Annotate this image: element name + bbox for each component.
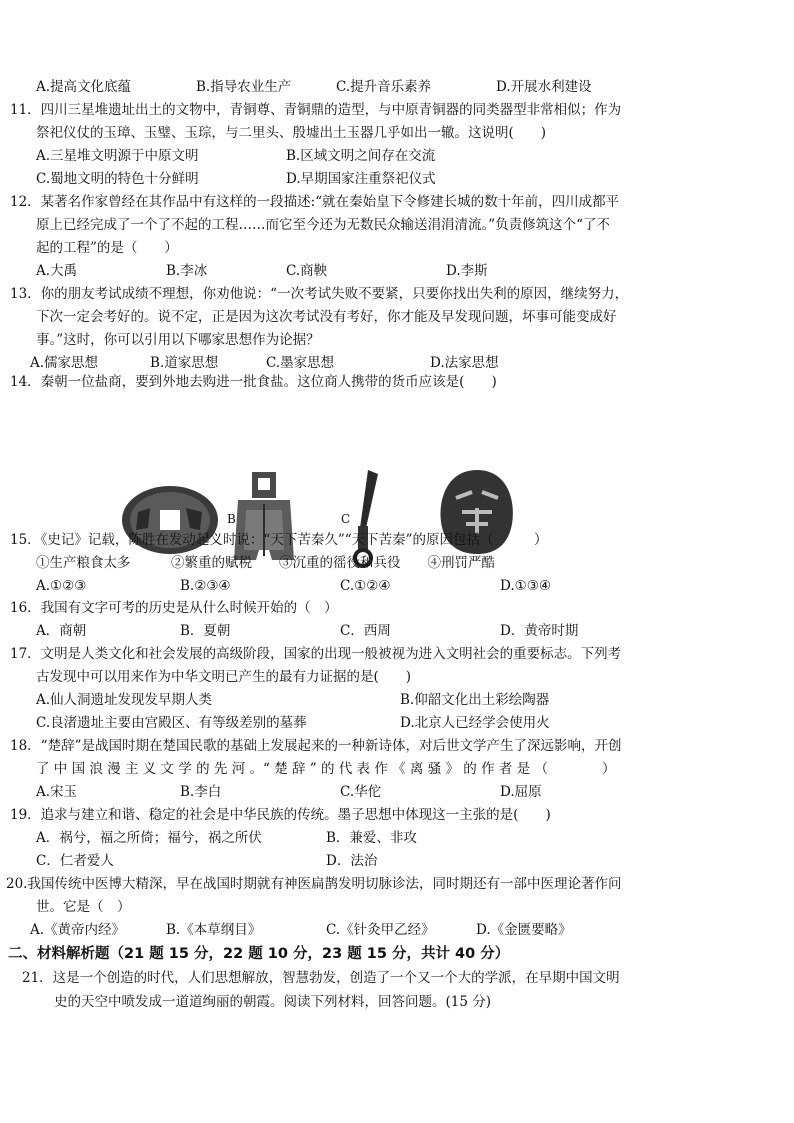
q16-option-d: D．黄帝时期 <box>500 623 579 639</box>
q15-line-1: 15．《史记》记载，陈胜在发动起义时说：“天下苦秦久”“天下苦秦”的原因包括（ ） <box>10 532 548 548</box>
q16-line-1: 16．我国有文字可考的历史是从什么时候开始的（ ） <box>10 600 338 616</box>
q15-option-d: D.①③④ <box>500 578 551 594</box>
q13-line-3: 事。”这时，你可以引用以下哪家思想作为论据？ <box>36 332 320 348</box>
q13-option-a: A.儒家思想 <box>30 355 99 371</box>
q19-option-c: C．仁者爱人 <box>36 853 114 869</box>
q15-option-a: A.①②③ <box>36 578 87 594</box>
q17-option-c: C.良渚遗址主要由宫殿区、有等级差别的墓葬 <box>36 715 307 731</box>
q16-option-a: A．商朝 <box>36 623 87 639</box>
q20-option-a: A.《黄帝内经》 <box>30 922 126 938</box>
q11-line-2: 祭祀仪仗的玉璋、玉璧、玉琮，与二里头、殷墟出土玉器几乎如出一辙。这说明( ) <box>36 125 547 141</box>
q12-option-b: B.李冰 <box>166 263 208 279</box>
q20-line-2: 世。它是（ ） <box>36 899 131 915</box>
q12-line-1: 12．某著名作家曾经在其作品中有这样的一段描述:“就在秦始皇下令修建长城的数十年前，四川成都平 <box>10 194 620 210</box>
q17-option-a: A.仙人洞遗址发现发早期人类 <box>36 692 213 708</box>
q15-option-c: C.①②④ <box>340 578 391 594</box>
q12-option-a: A.大禹 <box>36 263 78 279</box>
section-2-heading: 二、材料解析题（21 题 15 分，22 题 10 分，23 题 15 分，共计 40 分） <box>8 946 510 962</box>
q11-option-a: A.三星堆文明源于中原文明 <box>36 148 199 164</box>
q19-line-1: 19．追求与建立和谐、稳定的社会是中华民族的传统。墨子思想中体现这一主张的是( ) <box>10 807 551 823</box>
q18-option-d: D.屈原 <box>500 784 542 800</box>
q16-option-c: C．西周 <box>340 623 391 639</box>
q21-line-2: 史的天空中喷发成一道道绚丽的朝霞。阅读下列材料，回答问题。(15 分) <box>54 994 492 1010</box>
q11-option-b: B.区域文明之间存在交流 <box>286 148 436 164</box>
q12-line-3: 起的工程”的是（ ） <box>36 240 178 256</box>
q18-option-c: C.华佗 <box>340 784 382 800</box>
q18-option-b: B.李白 <box>180 784 222 800</box>
q18-line-1: 18．“楚辞”是战国时期在楚国民歌的基础上发展起来的一种新诗体，对后世文学产生了深远影响，开创 <box>10 738 622 754</box>
q20-option-c: C.《针灸甲乙经》 <box>326 922 435 938</box>
spade-coin-image <box>228 470 300 566</box>
q21-line-1: 21．这是一个创造的时代，人们思想解放，智慧勃发，创造了一个又一个大的学派，在早期中国文明 <box>22 970 620 986</box>
q20-option-d: D.《金匮要略》 <box>476 922 572 938</box>
q17-option-b: B.仰韶文化出土彩绘陶器 <box>400 692 550 708</box>
q12-line-2: 原上已经完成了一个了不起的工程……而它至今还为无数民众输送涓涓清流。”负责修筑这个“了不 <box>36 217 611 233</box>
q13-line-2: 下次一定会考好的。说不定，正是因为这次考试没有考好，你才能及早发现问题，坏事可能变成好 <box>36 309 617 325</box>
q14-line-1: 14．秦朝一位盐商，要到外地去购进一批食盐。这位商人携带的货币应该是( ) <box>10 374 497 390</box>
q12-option-c: C.商鞅 <box>286 263 328 279</box>
q19-option-d: D．法治 <box>326 853 378 869</box>
q10-option-d: D.开展水利建设 <box>496 79 592 95</box>
q18-line-2: 了 中 国 浪 漫 主 义 文 学 的 先 河 。“ 楚 辞 ” 的 代 表 作 《 离 骚 》 的 作 者 是 （ ） <box>36 761 616 777</box>
q18-option-a: A.宋玉 <box>36 784 78 800</box>
q17-line-2: 古发现中可以用来作为中华文明已产生的最有力证据的是( ) <box>36 669 412 685</box>
q13-option-c: C.墨家思想 <box>266 355 335 371</box>
q15-line-2: ①生产粮食太多 ②繁重的赋税 ③沉重的徭役和兵役 ④刑罚严酷 <box>36 555 495 571</box>
q13-option-d: D.法家思想 <box>430 355 499 371</box>
q19-option-b: B．兼爱、非攻 <box>326 830 417 846</box>
q10-option-a: A.提高文化底蕴 <box>36 79 132 95</box>
q13-option-b: B.道家思想 <box>150 355 219 371</box>
q11-option-d: D.早期国家注重祭祀仪式 <box>286 171 436 187</box>
q12-option-d: D.李斯 <box>446 263 488 279</box>
q19-option-a: A．祸兮，福之所倚；福兮，祸之所伏 <box>36 830 262 846</box>
q11-line-1: 11．四川三星堆遗址出土的文物中，青铜尊、青铜鼎的造型，与中原青铜器的同类器型非常相似；作为 <box>10 102 622 118</box>
q20-option-b: B.《本草纲目》 <box>166 922 262 938</box>
q10-option-b: B.指导农业生产 <box>196 79 292 95</box>
q11-option-c: C.蜀地文明的特色十分鲜明 <box>36 171 199 187</box>
q17-line-1: 17．文明是人类文化和社会发展的高级阶段，国家的出现一般被视为进入文明社会的重要标志。下列考 <box>10 646 622 662</box>
q17-option-d: D.北京人已经学会使用火 <box>400 715 550 731</box>
q10-option-c: C.提升音乐素养 <box>336 79 432 95</box>
q14-label-c: C <box>341 512 351 526</box>
q20-line-1: 20.我国传统中医博大精深，早在战国时期就有神医扁鹊发明切脉诊法，同时期还有一部中医理论著作问 <box>6 876 622 892</box>
q15-option-b: B.②③④ <box>180 578 231 594</box>
q14-label-b: B <box>227 512 236 526</box>
q16-option-b: B．夏朝 <box>180 623 231 639</box>
q13-line-1: 13．你的朋友考试成绩不理想，你劝他说：“一次考试失败不要紧，只要你找出失利的原因，继续努力， <box>10 286 629 302</box>
